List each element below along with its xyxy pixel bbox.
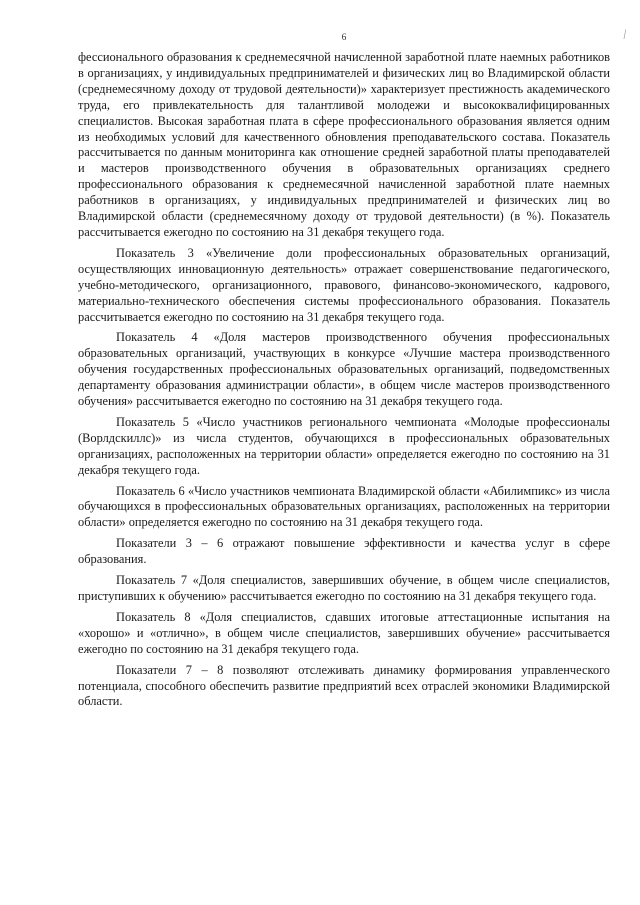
paragraph-indicators-7-8: Показатели 7 – 8 позволяют отслеживать динамику формирования управленческого потенциала, способного обеспечить развитие предприятий всех отраслей экономики Владимирской области.: [78, 662, 610, 709]
paragraph-indicator-7: Показатель 7 «Доля специалистов, завершивших обучение, в общем числе специалистов, приступивших к обучению» рассчитывается ежегодно по состоянию на 31 декабря текущего года.: [78, 573, 610, 603]
paragraph-indicator-5: Показатель 5 «Число участников регионального чемпионата «Молодые профессионалы (Ворлдскиллс)» из числа студентов, обучающихся в профессиональных образовательных организациях, расположенных на территории области» определяется ежегодно по состоянию на 31 декабря текущего года.: [78, 414, 610, 477]
paragraph-indicators-3-6: Показатели 3 – 6 отражают повышение эффективности и качества услуг в сфере образования.: [78, 536, 610, 567]
paragraph-continuation: фессионального образования к среднемесячной начисленной заработной плате наемных работников в организациях, у индивидуальных предпринимателей и физических лиц во Владимирской области (среднемесячному доходу от трудовой деятельности)» характеризует престижность академического труда, его привлекательность для талантливой молодежи и высококвалифицированных специалистов. Высокая заработная плата в сфере профессионального образования является одним из необходимых условий для качественного обновления преподавательского состава. Показатель рассчитывается по данным мониторинга как отношение средней заработной платы преподавателей и мастеров производственного обучения в образовательных организациях среднего профессионального образования к среднемесячной начисленной заработной плате наемных работников в организациях, у индивидуальных предпринимателей и физических лиц во Владимирской области (среднемесячному доходу от трудовой деятельности) (в %). Показатель рассчитывается ежегодно по состоянию на 31 декабря текущего года.: [78, 50, 610, 239]
page-number: 6: [341, 33, 347, 43]
corner-pen-mark: ⁄: [620, 27, 629, 41]
document-body: [78, 50, 610, 710]
paragraph-indicator-4: Показатель 4 «Доля мастеров производственного обучения профессиональных образовательных организаций, участвующих в конкурсе «Лучшие мастера производственного обучения государственных профессиональных образовательных организаций, подведомственных департаменту образования администрации области», в общем числе мастеров производственного обучения» рассчитывается ежегодно по состоянию на 31 декабря текущего года.: [78, 330, 610, 409]
paragraph-indicator-3: Показатель 3 «Увеличение доли профессиональных образовательных организаций, осуществляющих инновационную деятельность» отражает совершенствование педагогического, учебно-методического, организационного, правового, финансово-экономического, кадрового, материально-технического обеспечения системы профессионального образования. Показатель рассчитывается ежегодно по состоянию на 31 декабря текущего года.: [78, 245, 610, 324]
paragraph-indicator-8: Показатель 8 «Доля специалистов, сдавших итоговые аттестационные испытания на «хорошо» и «отлично», в общем числе специалистов, завершивших обучение» рассчитывается ежегодно по состоянию на 31 декабря текущего года.: [78, 609, 610, 656]
paragraph-indicator-6: Показатель 6 «Число участников чемпионата Владимирской области «Абилимпикс» из числа обучающихся в профессиональных образовательных организациях, расположенных на территории области» определяется ежегодно по состоянию на 31 декабря текущего года.: [78, 483, 610, 530]
